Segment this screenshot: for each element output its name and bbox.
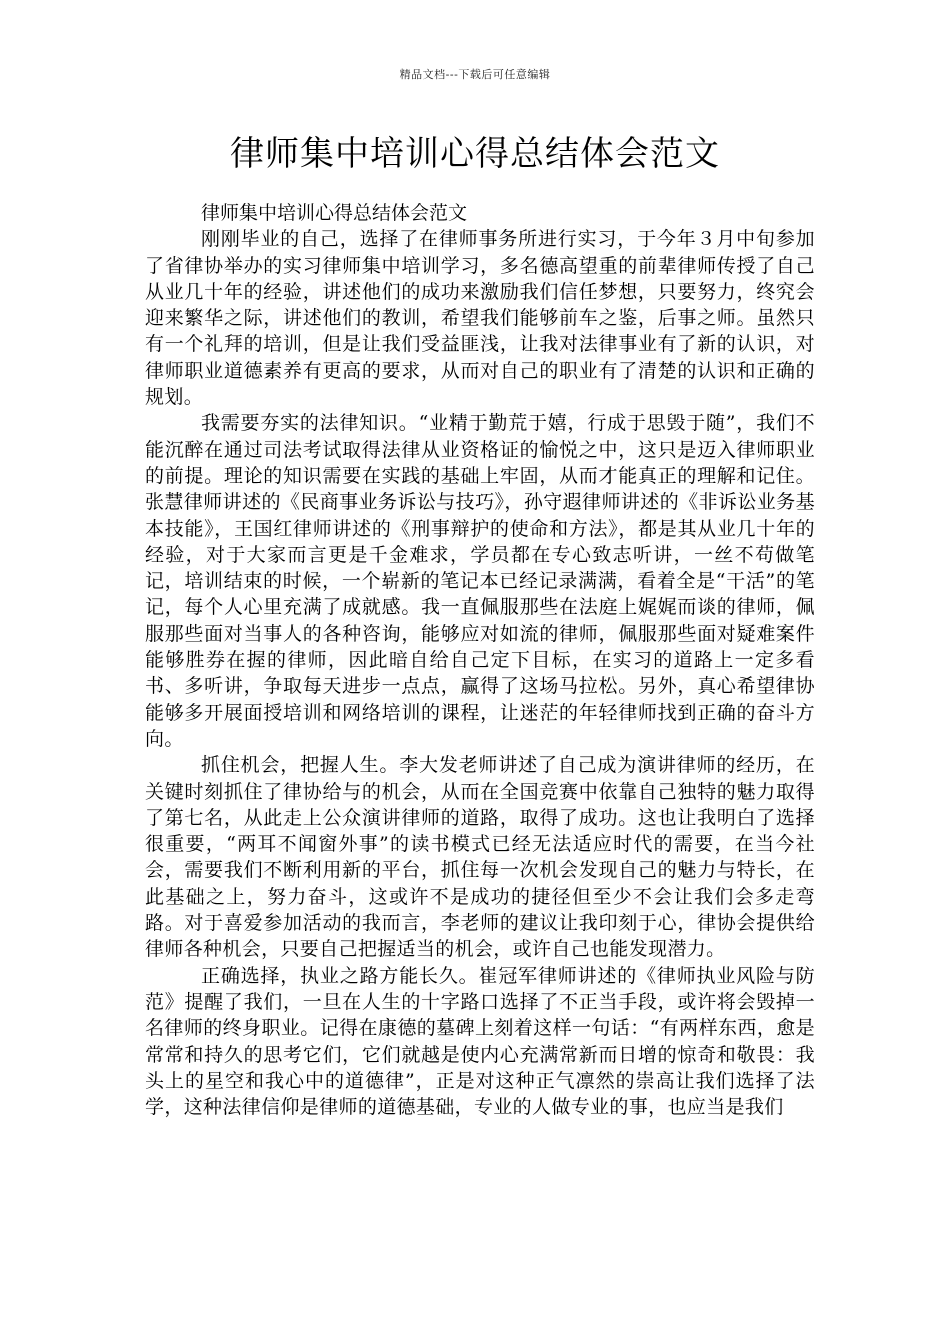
document-body — [145, 200, 815, 1120]
paragraph-3: 抓住机会，把握人生。李大发老师讲述了自己成为演讲律师的经历，在关键时刻抓住了律协给与的机会，从而在全国竞赛中依靠自己独特的魅力取得了第七名，从此走上公众演讲律师的道路，取得了成功。这也让我明白了选择很重要，“两耳不闻窗外事”的读书模式已经无法适应时代的需要，在当今社会，需要我们不断利用新的平台，抓住每一次机会发现自己的魅力与特长，在此基础之上，努力奋斗，这或许不是成功的捷径但至少不会让我们会多走弯路。对于喜爱参加活动的我而言，李老师的建议让我印刻于心，律协会提供给律师各种机会，只要自己把握适当的机会，或许自己也能发现潜力。 — [145, 754, 815, 961]
document-subtitle: 律师集中培训心得总结体会范文 — [201, 202, 468, 224]
paragraph-2: 我需要夯实的法律知识。“业精于勤荒于嬉，行成于思毁于随”，我们不能沉醉在通过司法考试取得法律从业资格证的愉悦之中，这只是迈入律师职业的前提。理论的知识需要在实践的基础上牢固，从而才能真正的理解和记住。张慧律师讲述的《民商事业务诉讼与技巧》，孙守遐律师讲述的《非诉讼业务基本技能》，王国红律师讲述的《刑事辩护的使命和方法》，都是其从业几十年的经验，对于大家而言更是千金难求，学员都在专心致志听讲，一丝不苟做笔记，培训结束的时候，一个崭新的笔记本已经记录满满，看着全是“干活”的笔记，每个人心里充满了成就感。我一直佩服那些在法庭上娓娓而谈的律师，佩服那些面对当事人的各种咨询，能够应对如流的律师，佩服那些面对疑难案件能够胜券在握的律师，因此暗自给自己定下目标，在实习的道路上一定多看书、多听讲，争取每天进步一点点，赢得了这场马拉松。另外，真心希望律协能够多开展面授培训和网络培训的课程，让迷茫的年轻律师找到正确的奋斗方向。 — [145, 412, 815, 750]
paragraph-1: 刚刚毕业的自己，选择了在律师事务所进行实习，于今年３月中旬参加了省律协举办的实习律师集中培训学习，多名德高望重的前辈律师传授了自己从业几十年的经验，讲述他们的成功来激励我们信任梦想，只要努力，终究会迎来繁华之际，讲述他们的教训，希望我们能够前车之鉴，后事之师。虽然只有一个礼拜的培训，但是让我们受益匪浅，让我对法律事业有了新的认识，对律师职业道德素养有更高的要求，从而对自己的职业有了清楚的认识和正确的规划。 — [145, 228, 815, 409]
header-note: 精品文档---下载后可任意编辑 — [399, 68, 551, 81]
paragraph-4: 正确选择，执业之路方能长久。崔冠军律师讲述的《律师执业风险与防范》提醒了我们，一旦在人生的十字路口选择了不正当手段，或许将会毁掉一名律师的终身职业。记得在康德的墓碑上刻着这样一句话：“有两样东西，愈是常常和持久的思考它们，它们就越是使内心充满常新而日增的惊奇和敬畏：我头上的星空和我心中的道德律”，正是对这种正气凛然的崇高让我们选择了法学，这种法律信仰是律师的道德基础，专业的人做专业的事，也应当是我们 — [145, 964, 815, 1119]
document-title: 律师集中培训心得总结体会范文 — [230, 134, 720, 174]
